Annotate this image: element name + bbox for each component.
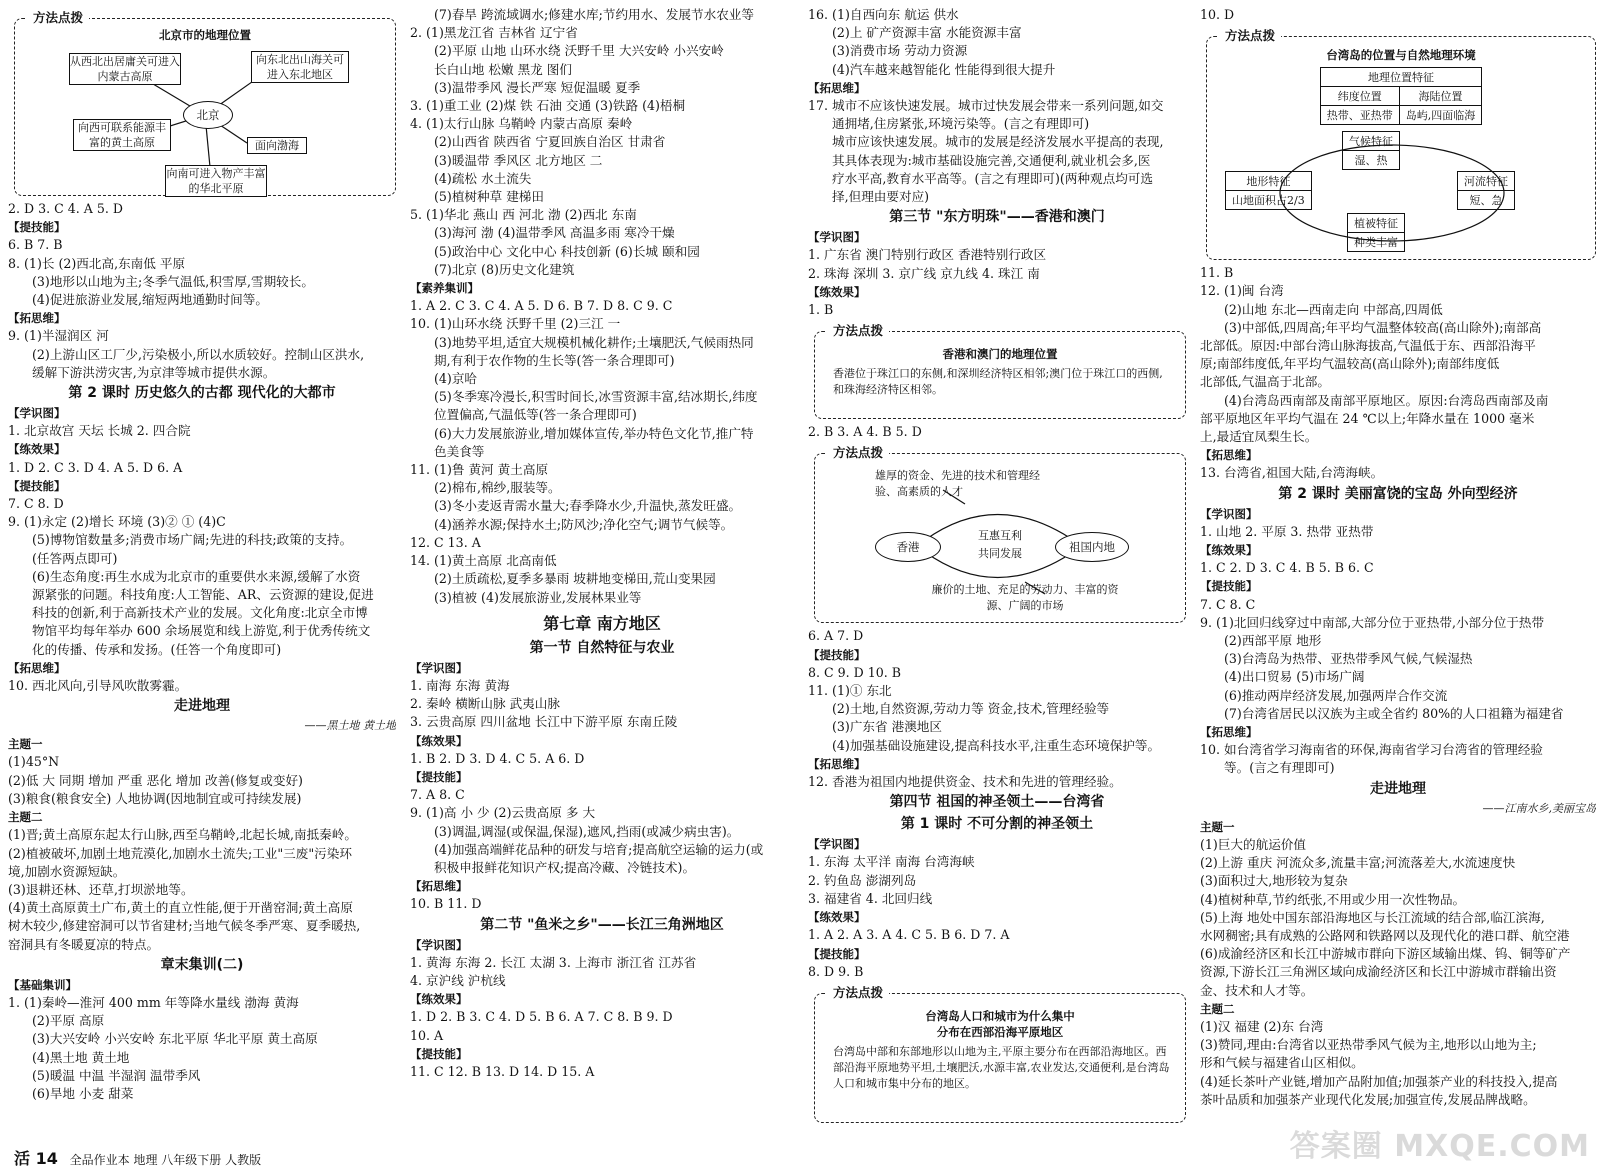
node-west: 向西可联系能源丰富的黄土高原 — [73, 119, 171, 151]
line: (4)黄土高原黄土广布,黄土的直立性能,便于开凿窑洞;黄土高原 — [8, 900, 353, 916]
climate-table — [1342, 131, 1400, 170]
line: (5)冬季寒冷漫长,积雪时间长,冰雪资源丰富,结冰期长,纬度 — [434, 389, 758, 405]
line: 11. B — [1200, 265, 1234, 281]
line: (2)山地 东北—西南走向 中部高,四周低 — [1224, 301, 1443, 317]
section-tag: 【练效果】 — [8, 442, 66, 457]
line: 积极申报鲜花知识产权;提高冷藏、冷链技术)。 — [434, 859, 696, 875]
line: (7)台湾省居民以汉族为主或全省约 80%的人口祖籍为福建省 — [1224, 705, 1564, 721]
col3-block4 — [808, 627, 1186, 791]
lesson-1-title: 第 1 课时 不可分割的神圣领土 — [900, 816, 1094, 833]
line: (1)巨大的航运价值 — [1200, 836, 1306, 852]
line: (3)调温,调湿(或保温,保湿),遮风,挡雨(或减少病虫害)。 — [434, 823, 740, 839]
line: 形和气候与福建省山区相似。 — [1200, 1055, 1364, 1071]
line: (3)消费市场 劳动力资源 — [832, 43, 968, 59]
line: 4. 京沪线 沪杭线 — [410, 972, 506, 988]
beijing-location-box — [14, 10, 396, 196]
section-tag: 【练效果】 — [410, 733, 468, 748]
section-tag: 【学识图】 — [808, 230, 866, 245]
theme-tag: 主题一 — [1200, 819, 1235, 834]
line: (5)植树种草 建梯田 — [434, 189, 544, 205]
hk-macau-location-box — [814, 323, 1186, 419]
line: 等。(言之有理即可) — [1224, 760, 1335, 776]
line: 2. 钓鱼岛 澎湖列岛 — [808, 872, 917, 888]
line: (4)延长茶叶产业链,增加产品附加值;加强茶产业的科技投入,提高 — [1200, 1073, 1558, 1089]
line: (3)植被 (4)发展旅游业,发展林果业等 — [434, 589, 642, 605]
col4-block3 — [1200, 818, 1596, 1109]
line: 9. (1)半湿润区 河 — [8, 328, 109, 344]
chapter-7-title: 第七章 南方地区 — [543, 613, 661, 633]
line: 1. D 2. B 3. C 4. D 5. B 6. A 7. C 8. B 9. D — [410, 1009, 673, 1025]
method-tag: 方法点拨 — [827, 983, 889, 1001]
line: (4)台湾岛西南部及南部平原地区。原因:台湾岛西南部及南 — [1224, 392, 1549, 408]
section-tag: 【提技能】 — [8, 478, 66, 493]
column-1 — [8, 0, 396, 1171]
box-title-2: 分布在西部沿海平原地区 — [936, 1024, 1064, 1039]
line: 12. 香港为祖国内地提供资金、技术和先进的管理经验。 — [808, 774, 1122, 790]
line: (2)上 矿产资源丰富 水能资源丰富 — [832, 25, 1022, 41]
box-title: 北京市的地理位置 — [159, 28, 251, 42]
col3-block5 — [808, 835, 1186, 981]
theme-tag: 主题二 — [1200, 1001, 1235, 1016]
line: (5)暖温 中温 半湿润 温带季风 — [32, 1067, 201, 1083]
lat-val: 热带、亚热带 — [1320, 106, 1399, 125]
line: (1)晋;黄土高原东起太行山脉,西至乌鞘岭,北起长城,南抵秦岭。 — [8, 827, 357, 843]
mainland-ellipse: 祖国内地 — [1055, 532, 1129, 562]
column-2 — [410, 0, 794, 1171]
line: 10. 如台湾省学习海南省的环保,海南省学习台湾省的管理经验 — [1200, 742, 1543, 758]
line: 7. A 8. C — [410, 787, 465, 803]
section-tag: 【拓思维】 — [8, 660, 66, 675]
line: 10. B 11. D — [410, 896, 482, 912]
line: 1. 南海 东海 黄海 — [410, 677, 510, 693]
location-table — [1320, 67, 1483, 125]
line: 2. B 3. A 4. B 5. D — [808, 424, 922, 440]
line: 1. A 2. C 3. C 4. A 5. D 6. B 7. D 8. C 9. C — [410, 298, 673, 314]
line: 择,但理由要对应) — [832, 189, 930, 205]
line: 1. 广东省 澳门特别行政区 香港特别行政区 — [808, 247, 1047, 263]
line: (2)平原 山地 山环水绕 沃野千里 大兴安岭 小兴安岭 — [434, 43, 724, 59]
line: (5)博物馆数量多;消费市场广阔;先进的科技;政策的支持。 — [32, 532, 353, 548]
line: (2)西部平原 地形 — [1224, 633, 1322, 649]
line: 7. C 8. C — [1200, 596, 1256, 612]
line: (4)加强高端鲜花品种的研发与培育;提高航空运输的运力(或 — [434, 841, 764, 857]
line: 部平原地区年平均气温在 24 ℃以上;年降水量在 1000 毫米 — [1200, 410, 1535, 426]
section-tag: 【学识图】 — [410, 937, 468, 952]
line: 其具体表现为:城市基础设施完善,交通便利,就业机会多,医 — [832, 152, 1151, 168]
line: 11. C 12. B 13. D 14. D 15. A — [410, 1063, 595, 1079]
line: 2. (1)黑龙江省 吉林省 辽宁省 — [410, 25, 578, 41]
section-tag: 【拓思维】 — [1200, 725, 1258, 740]
line: (3)冬小麦返青需水量大;春季降水少,升温快,蒸发旺盛。 — [434, 498, 742, 514]
line: (2)上游 重庆 河流众多,流量丰富;河流落差大,水流速度快 — [1200, 855, 1516, 871]
line: (3)大兴安岭 小兴安岭 东北平原 华北平原 黄土高原 — [32, 1031, 318, 1047]
section-tag: 【拓思维】 — [8, 311, 66, 326]
line: (6)大力发展旅游业,增加媒体宣传,举办特色文化节,推广特 — [434, 425, 754, 441]
section-tag: 【素养集训】 — [410, 281, 479, 296]
method-tag: 方法点拨 — [827, 321, 889, 339]
river-val: 短、急 — [1458, 191, 1515, 210]
line: (3)粮食(粮食安全) 人地协调(因地制宜或可持续发展) — [8, 790, 302, 806]
line: 树木较少,修建窑洞可以节省建材;当地气候冬季严寒、夏季暖热, — [8, 918, 361, 934]
footer-text: 全品作业本 地理 八年级下册 人教版 — [69, 1153, 262, 1167]
line: 7. C 8. D — [8, 496, 64, 512]
location-head: 地理位置特征 — [1320, 68, 1482, 87]
vegetation-table — [1347, 213, 1405, 252]
zoujin-title: 走进地理 — [174, 698, 230, 715]
watermark: 答案圈 MXQE.COM — [1289, 1129, 1590, 1164]
col4-block2 — [1200, 505, 1596, 778]
section-tag: 【拓思维】 — [1200, 448, 1258, 463]
section-tag: 【拓思维】 — [808, 80, 866, 95]
line: 化的传播、传承和发扬。(任答一个角度即可) — [32, 641, 282, 657]
hk-advantage-text: 雄厚的资金、先进的技术和管理经验、高素质的人才 — [875, 469, 1040, 499]
node-south: 向南可进入物产丰富的华北平原 — [166, 167, 266, 195]
line: (4)京哈 — [434, 371, 478, 387]
line: (6)生态角度:再生水成为北京市的重要供水来源,缓解了水资 — [32, 568, 361, 584]
page-number: 活 14 — [14, 1149, 58, 1168]
line: (1)汉 福建 (2)东 台湾 — [1200, 1018, 1324, 1034]
veg-head: 植被特征 — [1348, 214, 1405, 233]
method-tag: 方法点拨 — [827, 443, 889, 461]
line: 期,有利于农作物的生长等(答一条合理即可) — [434, 352, 675, 368]
beijing-center: 北京 — [183, 101, 233, 129]
line: (3)广东省 港澳地区 — [832, 719, 942, 735]
line: (3)海河 渤 (4)温带季风 高温多雨 寒冷干燥 — [434, 225, 675, 241]
line: (2)棉布,棉纱,服装等。 — [434, 480, 561, 496]
line: 9. (1)永定 (2)增长 环境 (3)② ① (4)C — [8, 514, 226, 530]
mainland-advantage-text: 廉价的土地、充足的劳动力、丰富的资源、广阔的市场 — [931, 583, 1119, 613]
mutual-benefit: 互惠互利 — [978, 529, 1022, 543]
col3-block1 — [808, 6, 1186, 206]
section-tag: 【学识图】 — [410, 660, 468, 675]
line: 1. A 2. A 3. A 4. C 5. B 6. D 7. A — [808, 927, 1010, 943]
line: (4)加强基础设施建设,提高科技水平,注重生态环境保护等。 — [832, 737, 1161, 753]
line: 窑洞具有冬暖夏凉的特点。 — [8, 936, 160, 952]
climate-head: 气候特征 — [1343, 132, 1400, 151]
line: 17. 城市不应该快速发展。城市过快发展会带来一系列问题,如交 — [808, 98, 1164, 114]
section-tag: 【练效果】 — [1200, 543, 1258, 558]
line: 9. (1)高 小 少 (2)云贵高原 多 大 — [410, 805, 596, 821]
section-tag: 【学识图】 — [1200, 506, 1258, 521]
climate-val: 湿、热 — [1343, 151, 1400, 170]
zoujin-title: 走进地理 — [1370, 780, 1426, 797]
line: 1. C 2. D 3. C 4. B 5. B 6. C — [1200, 560, 1374, 576]
column-4 — [1200, 0, 1596, 1171]
line: (2)低 大 同期 增加 严重 恶化 增加 改善(修复或变好) — [8, 772, 303, 788]
col3-block2 — [808, 228, 1186, 319]
line: 资源,下游长江三角洲区域向成渝经济区和长江中游城市群输出资 — [1200, 964, 1557, 980]
line: 10. A — [410, 1027, 444, 1043]
zoujin-subtitle: ——江南水乡,美丽宝岛 — [1482, 801, 1596, 815]
page-footer — [14, 1146, 261, 1169]
line: (6)成渝经济区和长江中游城市群向下游区域输出煤、钨、铜等矿产 — [1200, 946, 1571, 962]
col2-block2 — [410, 659, 794, 914]
section-1-title: 第一节 自然特征与农业 — [529, 639, 675, 656]
line: 缓解下游洪涝灾害,为京津等城市提供水源。 — [32, 364, 276, 380]
line: 境,加剧水资源短缺。 — [8, 863, 126, 879]
line: 11. (1)① 东北 — [808, 683, 892, 699]
line: 3. (1)重工业 (2)煤 铁 石油 交通 (3)铁路 (4)梧桐 — [410, 98, 686, 114]
line: 14. (1)黄土高原 北高南低 — [410, 553, 557, 569]
col1-block3 — [8, 735, 396, 953]
river-table — [1457, 171, 1515, 210]
line: 8. C 9. D 10. B — [808, 664, 902, 680]
line: (3)地形以山地为主;冬季气温低,积雪厚,雪期较长。 — [32, 273, 314, 289]
line: (6)旱地 小麦 甜菜 — [32, 1085, 134, 1101]
section-tag: 【提技能】 — [1200, 579, 1258, 594]
box-title: 香港和澳门的地理位置 — [942, 347, 1058, 362]
line: (6)推动两岸经济发展,加强两岸合作交流 — [1224, 687, 1448, 703]
box-title-1: 台湾岛人口和城市为什么集中 — [925, 1008, 1075, 1023]
section-tag: 【提技能】 — [808, 647, 866, 662]
line: 金、技术和人才等。 — [1200, 982, 1314, 998]
line: (4)促进旅游业发展,缩短两地通勤时间等。 — [32, 292, 268, 308]
line: (3)面积过大,地形较为复杂 — [1200, 873, 1348, 889]
line: 10. (1)山环水绕 沃野千里 (2)三江 一 — [410, 316, 621, 332]
lat-head: 纬度位置 — [1320, 87, 1399, 106]
line: 12. C 13. A — [410, 534, 481, 550]
section-tag: 【基础集训】 — [8, 977, 77, 992]
line: 6. A 7. D — [808, 628, 864, 644]
line: (2)植被破坏,加剧土地荒漠化,加剧水土流失;工业"三废"污染环 — [8, 845, 352, 861]
line: 5. (1)华北 燕山 西 河北 渤 (2)西北 东南 — [410, 207, 637, 223]
section-tag: 【拓思维】 — [410, 879, 468, 894]
section-tag: 【拓思维】 — [808, 756, 866, 771]
section-2-title: 第二节 "鱼米之乡"——长江三角洲地区 — [480, 916, 724, 933]
column-3 — [808, 0, 1186, 1171]
line: 物馆平均每年举办 600 余场展览和线上游览,利于优秀传统文 — [32, 623, 371, 639]
terrain-table — [1225, 171, 1312, 210]
line: 位置偏高,气温低等(答一条合理即可) — [434, 407, 637, 423]
line: (2)土地,自然资源,劳动力等 资金,技术,管理经验等 — [832, 701, 1110, 717]
line: 茶叶品质和加强茶产业现代化发展;加强宣传,发展品牌战略。 — [1200, 1091, 1536, 1107]
line: 城市应该快速发展。城市的发展是经济发展水平提高的表现, — [832, 134, 1164, 150]
line: 1. 山地 2. 平原 3. 热带 亚热带 — [1200, 523, 1374, 539]
line: (3)台湾岛为热带、亚热带季风气候,气候湿热 — [1224, 651, 1473, 667]
line: 源紧张的问题。科技角度:人工智能、AR、云资源的建设,促进 — [32, 587, 374, 603]
method-tag: 方法点拨 — [27, 8, 89, 26]
line: 2. 秦岭 横断山脉 武夷山脉 — [410, 696, 560, 712]
line: (7)春旱 跨流域调水;修建水库;节约用水、发展节水农业等 — [434, 7, 754, 22]
line: (2)土质疏松,夏季多暴雨 坡耕地变梯田,荒山变果园 — [434, 571, 716, 587]
line: 原;南部纬度低,年平均气温较高(高山除外);南部纬度低 — [1200, 356, 1500, 372]
line: 上,最适宜凤梨生长。 — [1200, 429, 1318, 445]
zoujin-subtitle: ——黑土地 黄土地 — [304, 719, 396, 733]
line: (3)中部低,四周高;年平均气温整体较高(高山除外);南部高 — [1224, 319, 1542, 335]
line: 通拥堵,住房紧张,环境污染等。(言之有理即可) — [832, 116, 1090, 132]
line: 1. (1)秦岭—淮河 400 mm 年等降水量线 渤海 黄海 — [8, 994, 299, 1010]
line: 长白山地 松嫩 黑龙 图们 — [434, 61, 572, 77]
node-northwest: 从西北出居庸关可进入内蒙古高原 — [70, 55, 180, 83]
box-text: 台湾岛中部和东部地形以山地为主,平原主要分布在西部沿海地区。西部沿海平原地势平坦,土壤肥沃,水源丰富,农业发达,交通便利,是台湾岛人口和城市集中分布的地区。 — [833, 1044, 1170, 1090]
theme-tag: 主题一 — [8, 737, 43, 752]
line: 10. D — [1200, 7, 1235, 22]
line: 疗水平高,教育水平高等。(言之有理即可)(两种观点均可选 — [832, 170, 1153, 186]
line: 10. 西北风向,引导风吹散雾霾。 — [8, 678, 188, 694]
chapter-review-title: 章末集训(二) — [160, 956, 244, 973]
lesson-title: 第 2 课时 历史悠久的古都 现代化的大都市 — [68, 385, 336, 402]
line: 8. D 9. B — [808, 963, 864, 979]
line: (3)赞同,理由:台湾省以亚热带季风气候为主,地形以山地为主; — [1200, 1037, 1537, 1053]
common-development: 共同发展 — [978, 547, 1022, 561]
section-tag: 【学识图】 — [808, 837, 866, 852]
veg-val: 种类丰富 — [1348, 233, 1405, 252]
line: (5)政治中心 文化中心 科技创新 (6)长城 颐和园 — [434, 243, 700, 259]
line: 1. 东海 太平洋 南海 台湾海峡 — [808, 854, 975, 870]
hk-ellipse: 香港 — [875, 532, 941, 562]
sea-val: 岛屿,四面临海 — [1399, 106, 1482, 125]
taiwan-population-box — [814, 984, 1186, 1123]
line: 11. (1)鲁 黄河 黄土高原 — [410, 462, 549, 478]
node-northeast: 向东北出山海关可进入东北地区 — [251, 51, 349, 83]
line: 2. D 3. C 4. A 5. D — [8, 201, 124, 216]
col4-block1 — [1200, 264, 1596, 482]
line: 1. B 2. D 3. D 4. C 5. A 6. D — [410, 750, 585, 766]
section-tag: 【提技能】 — [410, 1046, 468, 1061]
section-tag: 【练效果】 — [808, 910, 866, 925]
line: (3)暖温带 季风区 北方地区 二 — [434, 152, 603, 168]
line: (2)山西省 陕西省 宁夏回族自治区 甘肃省 — [434, 134, 666, 150]
col1-block1 — [8, 200, 396, 382]
section-3-title: 第三节 "东方明珠"——香港和澳门 — [889, 209, 1105, 226]
node-east: 面向渤海 — [247, 137, 307, 154]
line: 4. (1)太行山脉 乌鞘岭 内蒙古高原 秦岭 — [410, 116, 633, 132]
line: (4)汽车越来越智能化 性能得到很大提升 — [832, 61, 1056, 77]
line: (2)平原 高原 — [32, 1013, 105, 1029]
section-tag: 【提技能】 — [8, 220, 66, 235]
line: 2. 珠海 深圳 3. 京广线 京九线 4. 珠江 南 — [808, 265, 1040, 281]
line: 12. (1)闽 台湾 — [1200, 283, 1284, 299]
method-tag: 方法点拨 — [1219, 26, 1281, 44]
box-title: 台湾岛的位置与自然地理环境 — [1326, 48, 1476, 63]
line: (5)上海 地处中国东部沿海地区与长江流域的结合部,临江滨海, — [1200, 909, 1545, 925]
section-tag: 【练效果】 — [410, 992, 468, 1007]
theme-tag: 主题二 — [8, 810, 43, 825]
hk-mainland-box — [814, 445, 1186, 623]
line: (3)地势平坦,适宜大规模机械化耕作;土壤肥沃,气候雨热同 — [434, 334, 754, 350]
line: 3. 云贵高原 四川盆地 长江中下游平原 东南丘陵 — [410, 714, 678, 730]
line: 1. B — [808, 302, 834, 318]
col2-block1 — [410, 6, 794, 607]
line: 水网稠密;具有成熟的公路网和铁路网以及现代化的港口群、航空港 — [1200, 927, 1570, 943]
line: 1. 黄海 东海 2. 长江 太湖 3. 上海市 浙江省 江苏省 — [410, 954, 697, 970]
lesson-2-title: 第 2 课时 美丽富饶的宝岛 外向型经济 — [1278, 485, 1518, 502]
line: (4)黑土地 黄土地 — [32, 1049, 130, 1065]
line: (3)温带季风 漫长严寒 短促温暖 夏季 — [434, 79, 641, 95]
line: (4)植树种草,节约纸张,不用或少用一次性物品。 — [1200, 891, 1466, 907]
line: (1)45°N — [8, 754, 60, 770]
terrain-val: 山地面积占2/3 — [1226, 191, 1312, 210]
line: 9. (1)北回归线穿过中南部,大部分位于亚热带,小部分位于热带 — [1200, 614, 1545, 630]
col2-block3 — [410, 936, 794, 1082]
river-head: 河流特征 — [1458, 172, 1515, 191]
sea-head: 海陆位置 — [1399, 87, 1482, 106]
section-tag: 【提技能】 — [410, 769, 468, 784]
line: 16. (1)自西向东 航运 供水 — [808, 7, 959, 22]
taiwan-geography-box — [1206, 28, 1596, 260]
line: 3. 福建省 4. 北回归线 — [808, 890, 933, 906]
line: (4)出口贸易 (5)市场广阔 — [1224, 669, 1365, 685]
line: 6. B 7. B — [8, 237, 63, 253]
line: 科技的创新,利于高新技术产业的发展。文化角度:北京全市博 — [32, 605, 368, 621]
line: 1. 北京故宫 天坛 长城 2. 四合院 — [8, 423, 191, 439]
line: (2)上游山区工厂少,污染极小,所以水质较好。控制山区洪水, — [32, 346, 365, 362]
line: 8. (1)长 (2)西北高,东南低 平原 — [8, 255, 186, 271]
line: (4)涵养水源;保持水土;防风沙;净化空气;调节气候等。 — [434, 516, 734, 532]
line: (7)北京 (8)历史文化建筑 — [434, 261, 575, 277]
section-4-title: 第四节 祖国的神圣领土——台湾省 — [889, 794, 1105, 811]
line: 北部低。原因:中部台湾山脉海拔高,气温低于东、西部沿海平 — [1200, 338, 1536, 354]
line: 色美食等 — [434, 443, 485, 459]
line: (3)退耕还林、还草,打坝淤地等。 — [8, 881, 194, 897]
box-text: 香港位于珠江口的东侧,和深圳经济特区相邻;澳门位于珠江口的西侧,和珠海经济特区相邻。 — [833, 367, 1163, 397]
section-tag: 【学识图】 — [8, 406, 66, 421]
line: 北部低,气温高于北部。 — [1200, 374, 1330, 390]
line: (4)疏松 水土流失 — [434, 170, 532, 186]
section-tag: 【练效果】 — [808, 284, 866, 299]
section-tag: 【提技能】 — [808, 946, 866, 961]
line: 1. D 2. C 3. D 4. A 5. D 6. A — [8, 459, 183, 475]
terrain-head: 地形特征 — [1226, 172, 1312, 191]
line: (任答两点即可) — [32, 550, 118, 566]
col1-block2 — [8, 404, 396, 695]
col1-block4 — [8, 976, 396, 1103]
line: 13. 台湾省,祖国大陆,台湾海峡。 — [1200, 465, 1384, 481]
